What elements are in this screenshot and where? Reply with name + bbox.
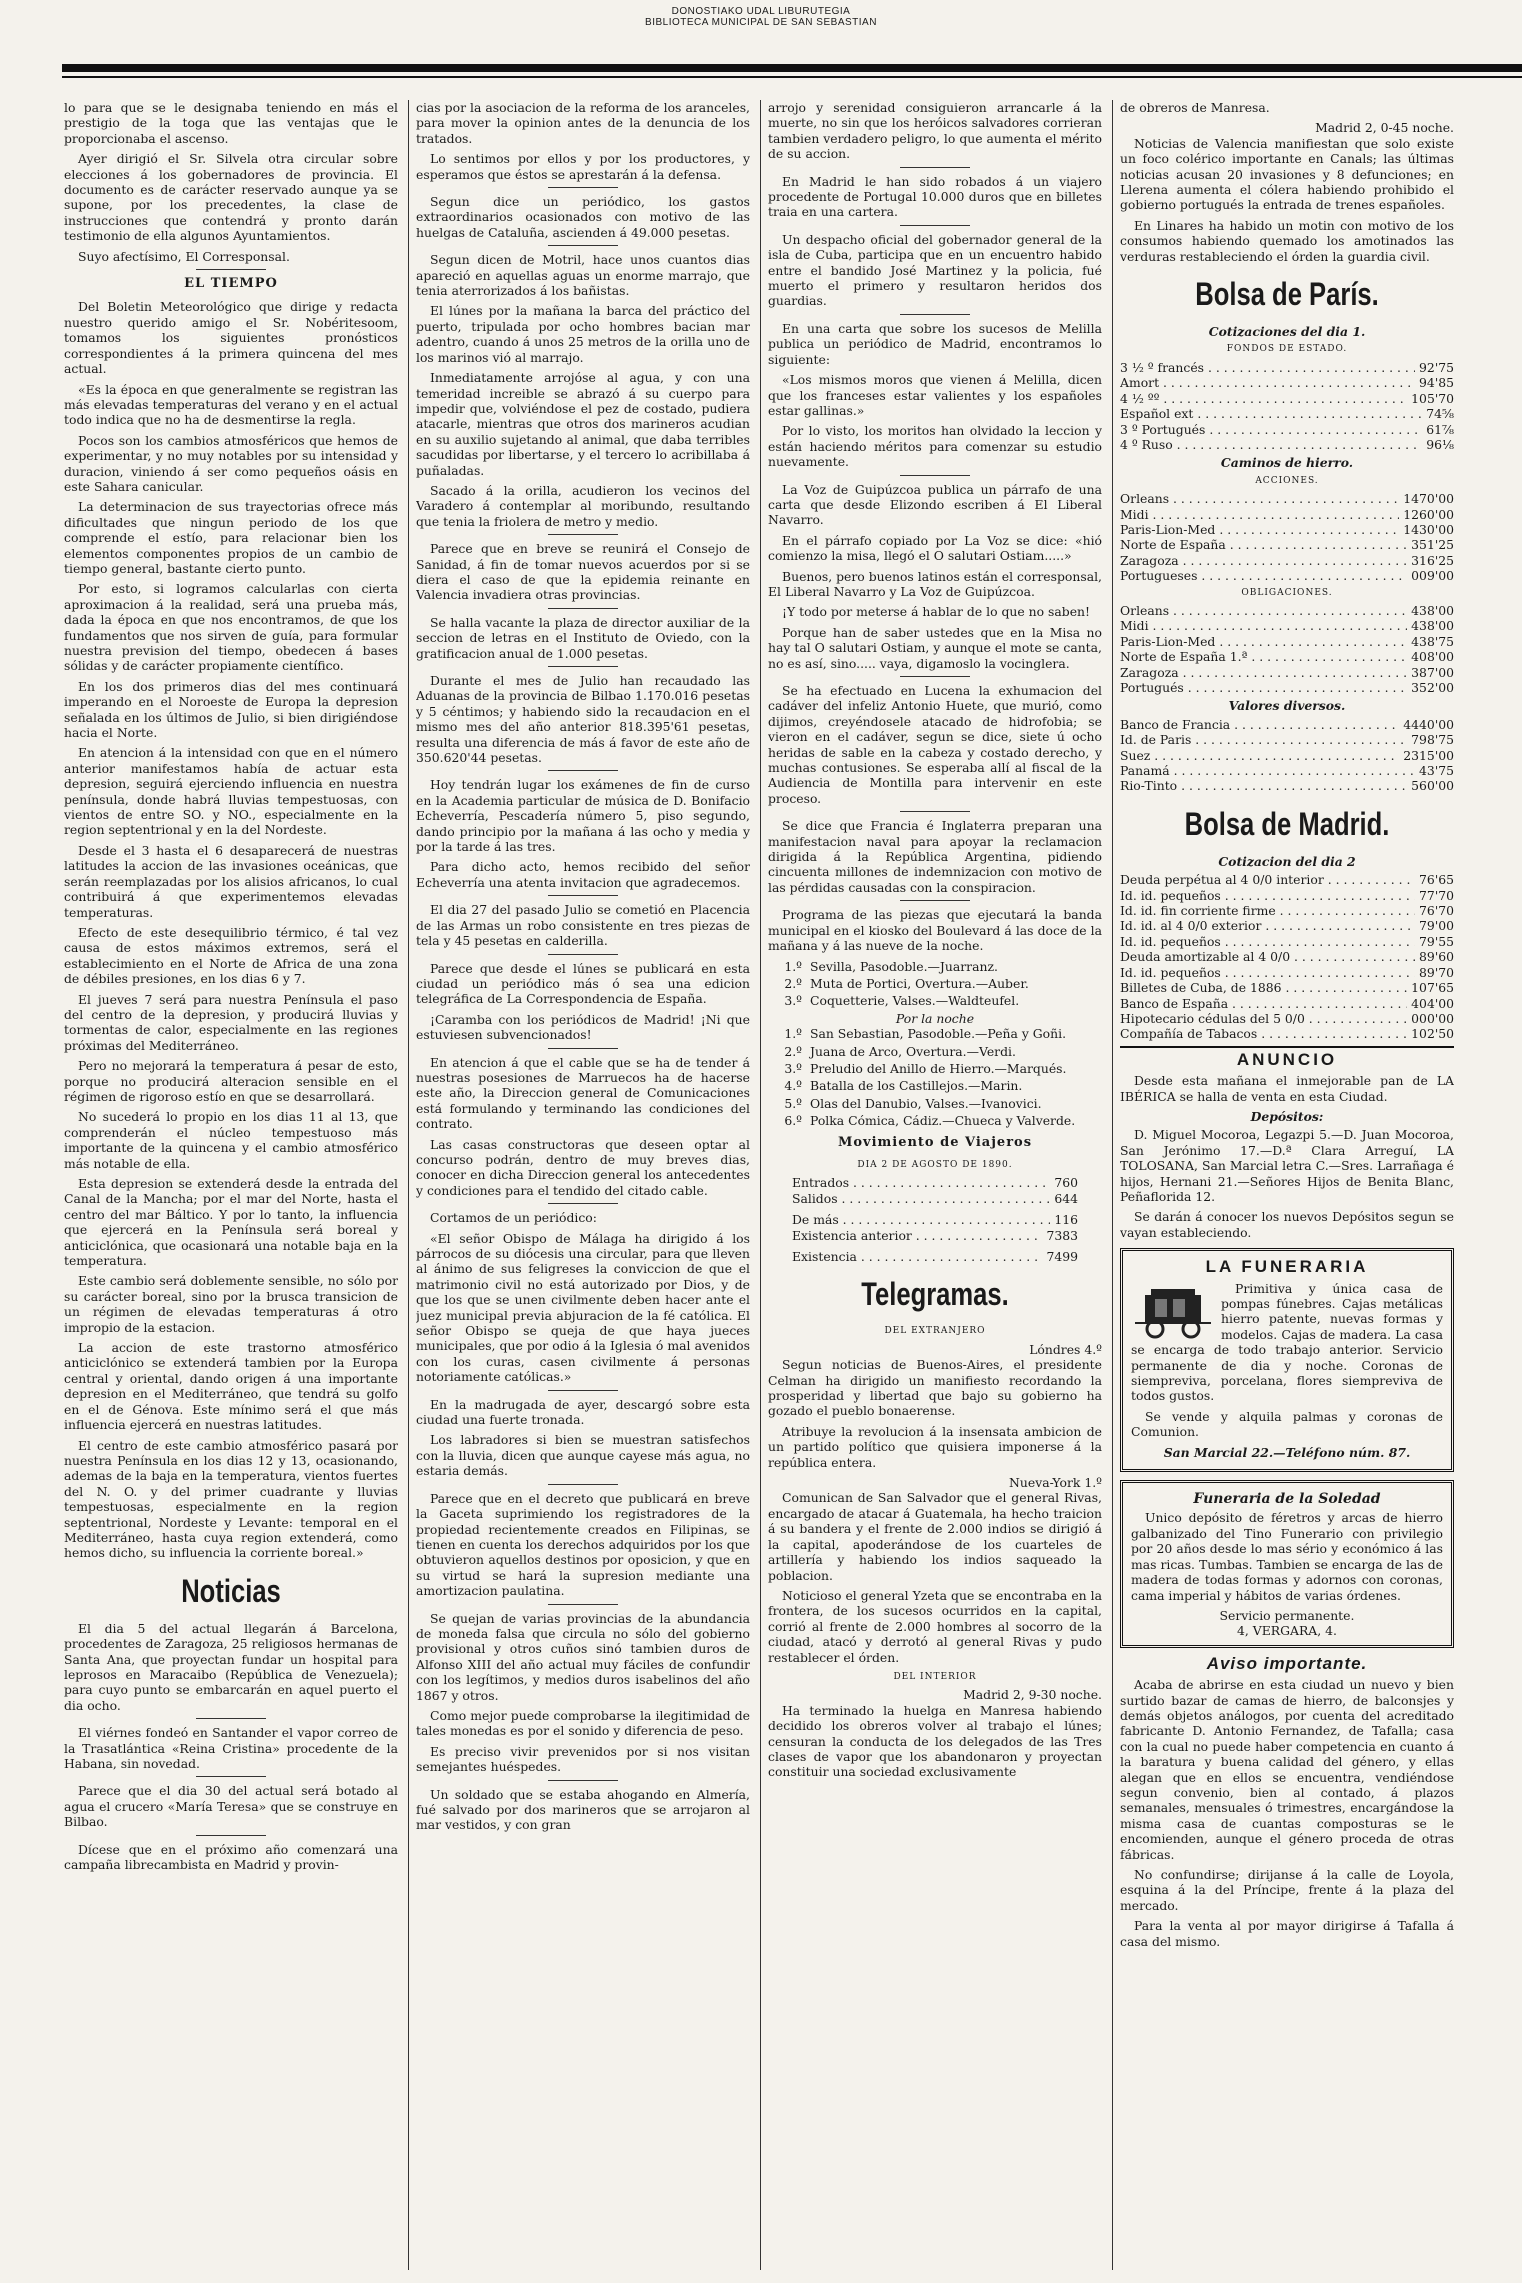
table-row: 4 ½ ºº . . . 105'70 (1120, 391, 1454, 406)
separator (900, 225, 970, 226)
obligaciones-heading: OBLIGACIONES. (1241, 587, 1333, 598)
table-row: Orleans . . . 1470'00 (1120, 491, 1454, 506)
program-item: 1.º Sevilla, Pasodoble.—Juarranz. (784, 958, 998, 974)
table-row: Paris-Lion-Med . . . 1430'00 (1120, 522, 1454, 537)
hearse-icon (1131, 1281, 1215, 1339)
viajeros-date: DIA 2 DE AGOSTO DE 1890. (857, 1159, 1013, 1170)
paragraph: Lo sentimos por ellos y por los productores, y esperamos que éstos se aprestarán á la defensa. (416, 151, 750, 182)
program-item: 4.º Batalla de los Castillejos.—Marin. (784, 1078, 1023, 1094)
paragraph: D. Miguel Mocoroa, Legazpi 5.—D. Juan Mocoroa, San Jerónimo 17.—D.ª Clara Arreguí, LA TOLOSANA, San Marcial letra C.—Sres. Larrañaga é hijos, Hernani 21.—Señores Hijos de Benita Blanc, Peñaflorida 12. (1120, 1127, 1454, 1204)
funeraria-ad (1120, 1248, 1454, 1472)
separator (548, 187, 618, 188)
table-row: Id. id. pequeños . . . 79'55 (1120, 934, 1454, 949)
paragraph: Se darán á conocer los nuevos Depósitos segun se vayan estableciendo. (1120, 1209, 1454, 1240)
separator (548, 1203, 618, 1204)
paragraph: de obreros de Manresa. (1120, 100, 1270, 115)
paragraph: Cortamos de un periódico: (430, 1210, 597, 1226)
table-row: Id. id. pequeños . . . 77'70 (1120, 888, 1454, 903)
anuncio-ad (1120, 1046, 1454, 1240)
header-line-2: BIBLIOTECA MUNICIPAL DE SAN SEBASTIAN (645, 17, 877, 28)
funeraria-title: LA FUNERARIA (1205, 1257, 1369, 1277)
separator (196, 269, 266, 270)
program-item: 3.º Preludio del Anillo de Hierro.—Marqués. (784, 1060, 1067, 1076)
paragraph: La determinacion de sus trayectorias ofrece más dificultades que ningun periodo de los que comprende el estío, para relacionar bien los elementos componentes propios de un cambio de tiempo general, bastante cierto punto. (64, 499, 398, 576)
signature: Suyo afectísimo, El Corresponsal. (78, 248, 290, 264)
paragraph: arrojo y serenidad consiguieron arrancarle á la muerte, no sin que los heróicos salvadores corrieran tambien verdadero peligro, lo que aumenta el mérito de su accion. (768, 100, 1102, 162)
paragraph: El jueves 7 será para nuestra Península el paso del centro de la depresion, y producirá lluvias y tormentas de calor, especialmente en las regiones próximas del Mediterráneo. (64, 991, 398, 1053)
separator (548, 770, 618, 771)
masthead-rule-thick (62, 64, 1522, 72)
table-row: Paris-Lion-Med . . . 438'75 (1120, 634, 1454, 649)
paragraph: Buenos, pero buenos latinos están el corresponsal, El Liberal Navarro y La Voz de Guipúzcoa. (768, 568, 1102, 599)
paragraph: Esta depresion se extenderá desde la entrada del Canal de la Mancha; por el mar del Norte, hasta el centro del mar Báltico. Y por lo tanto, la influencia que ejercerá en la Península será boreal y anticiclónica, que ocasionará una notable baja en la temperatura. (64, 1176, 398, 1269)
page-header (0, 6, 1522, 28)
table-row: Midi . . . 438'00 (1120, 618, 1454, 633)
separator (196, 1718, 266, 1719)
column-3 (768, 100, 1102, 2270)
table-row: Midi . . . 1260'00 (1120, 507, 1454, 522)
paragraph: «Es la época en que generalmente se registran las más elevadas temperaturas del verano y en el actual todo indica que no ha de desmentirse la regla. (64, 381, 398, 428)
madrid-table (1120, 872, 1454, 1041)
paragraph: Hoy tendrán lugar los exámenes de fin de curso en la Academia particular de música de D. Bonifacio Echeverría, Pescadería número 5, piso segundo, dando principio por la mañana á las ocho y media y por la tarde á las tres. (416, 777, 750, 855)
acciones-table (1120, 491, 1454, 583)
table-row: Rio-Tinto . . . 560'00 (1120, 778, 1454, 793)
paragraph: Noticioso el general Yzeta que se encontraba en la frontera, de los sucesos ocurridos en la capital, corrió al frente de 2.000 hombres al socorro de la ciudad, atacó y derrotó al general Rivas y pudo restablecer el órden. (768, 1587, 1102, 1665)
table-row: Norte de España . . . 351'25 (1120, 537, 1454, 552)
table-row: Banco de España . . . 404'00 (1120, 996, 1454, 1011)
separator (548, 608, 618, 609)
paragraph: Este cambio será doblemente sensible, no sólo por su carácter boreal, sino por la brusca transicion de un régimen de elevadas temperaturas á otro impropio de la estacion. (64, 1273, 398, 1335)
table-row: De más . . . 116 (792, 1212, 1078, 1227)
caminos-heading: Caminos de hierro. (1220, 455, 1354, 471)
paragraph: El centro de este cambio atmosférico pasará por nuestra Península en los dias 12 y 13, ocasionando, ademas de la baja en la temperatura, vientos fuertes del N. O. y del primer cuadrante y lluvias tempestuosas, especialmente en la region septentrional, Nordeste y Levante: temporal en el Mediterráneo, hasta cuya region extenderá, como hemos dicho, su influencia la corriente boreal.» (64, 1437, 398, 1561)
program-item: 1.º San Sebastian, Pasodoble.—Peña y Goñi. (784, 1026, 1067, 1042)
paragraph: Durante el mes de Julio han recaudado las Aduanas de la provincia de Bilbao 1.170.016 pesetas y 5 céntimos; y habiendo sido la recaudacion en el mismo mes del año anterior 818.395'61 pesetas, resulta una diferencia de más á favor de este año de 350.620'44 pesetas. (416, 673, 750, 766)
table-row: Zaragoza . . . 316'25 (1120, 553, 1454, 568)
fondos-heading: FONDOS DE ESTADO. (1226, 344, 1348, 355)
table-row: Entrados . . . 760 (792, 1175, 1078, 1190)
separator (196, 1776, 266, 1777)
paragraph: Porque han de saber ustedes que en la Misa no hay tal O salutari Ostiam, y aunque el mote se canta, no es así, sino..... vaya, digamoslo la vocinglera. (768, 624, 1102, 671)
program-night-heading: Por la noche (895, 1010, 975, 1026)
paragraph: Parece que en breve se reunirá el Consejo de Sanidad, á fin de tomar nuevos acuerdos por si se diera el caso de que la epidemia reinante en Valencia invadiera otras provincias. (416, 541, 750, 603)
paragraph: «Los mismos moros que vienen á Melilla, dicen que los franceses estar valientes y los españoles estar gallinas.» (768, 372, 1102, 418)
paragraph: Pero no mejorará la temperatura á pesar de esto, porque no producirá alteracion sensible en el régimen de rigoroso estío en que se desarrollará. (64, 1058, 398, 1104)
paragraph: La Voz de Guipúzcoa publica un párrafo de una carta que desde Elizondo escriben á El Liberal Navarro. (768, 481, 1102, 528)
separator (548, 1048, 618, 1049)
dateline: Madrid 2, 0-45 noche. (1315, 120, 1454, 136)
program-item: 2.º Juana de Arco, Overtura.—Verdi. (784, 1043, 1016, 1059)
separator (900, 676, 970, 677)
header-line-1: DONOSTIAKO UDAL LIBURUTEGIA (671, 6, 851, 17)
paragraph: Se halla vacante la plaza de director auxiliar de la seccion de letras en el Instituto de Oviedo, con la gratificacion anual de 1.000 pesetas. (416, 614, 750, 661)
separator (548, 1604, 618, 1605)
paragraph: Parece que desde el lúnes se publicará en esta ciudad un periódico más ó sea una edicion telegráfica de La Correspondencia de España. (416, 960, 750, 1007)
paragraph: Noticias de Valencia manifiestan que solo existe un foco colérico importante en Canals; las últimas noticias acusan 20 invasiones y 8 defunciones; en Llerena aumenta el cólera habiendo prohibido el gobierno portugués la entrada de trenes españoles. (1120, 135, 1454, 213)
table-row: Norte de España 1.ª . . . 408'00 (1120, 649, 1454, 664)
paragraph: Segun dicen de Motril, hace unos cuantos dias apareció en aquellas aguas un enorme marrajo, que tenia aterrorizados á los bañistas. (416, 252, 750, 299)
paragraph: Desde esta mañana el inmejorable pan de LA IBÉRICA se halla de venta en esta Ciudad. (1120, 1073, 1454, 1104)
dateline: Madrid 2, 9-30 noche. (963, 1687, 1102, 1703)
separator (548, 1390, 618, 1391)
table-row: Deuda amortizable al 4 0/0 . . . 89'60 (1120, 949, 1454, 964)
table-row: Banco de Francia . . . 4440'00 (1120, 717, 1454, 732)
program-item: 2.º Muta de Portici, Overtura.—Auber. (784, 975, 1029, 991)
paragraph: Inmediatamente arrojóse al agua, y con una temeridad increible se abrazó á su cuerpo para impedir que, volviéndose el pez de costado, pudiera atacarle, mientras que otros dos marineros acudian en su auxilio sujetando al animal, que daba terribles sacudidas por libertarse, y el tercero lo acribillaba á puñaladas. (416, 370, 750, 478)
paragraph: No sucederá lo propio en los dias 11 al 13, que comprenderán el núcleo tempestuoso más importante de la quincena y el cambio atmosférico más notable de ella. (64, 1109, 398, 1171)
subheading-extranjero: DEL EXTRANJERO (884, 1326, 986, 1337)
paragraph: Para dicho acto, hemos recibido del señor Echeverría una atenta invitacion que agradecemos. (416, 859, 750, 890)
acciones-heading: ACCIONES. (1255, 475, 1319, 486)
paragraph: Primitiva y única casa de pompas fúnebres. Cajas metálicas hierro patente, nuevas formas y modelos. Cajas de madera. La casa se encarga de todo trabajo anterior. Servicio permanente de dia y noche. Coronas de siempreviva, porcelana, flores siempreviva de todos gustos. (1131, 1280, 1443, 1404)
paragraph: En una carta que sobre los sucesos de Melilla publica un periódico de Madrid, encontramos lo siguiente: (768, 320, 1102, 367)
column-4 (1120, 100, 1454, 2270)
separator (196, 1835, 266, 1836)
paragraph: Ayer dirigió el Sr. Silvela otra circular sobre elecciones á los gobernadores de provincia. El documento es de carácter reservado aunque ya se supone, por los precedentes, la clase de instrucciones que contendrá y pronto darán testimonio de ella algunos Ayuntamientos. (64, 151, 398, 244)
paragraph: Desde el 3 hasta el 6 desaparecerá de nuestras latitudes la accion de las invasiones oceánicas, que serán reemplazadas por los alisios africanos, lo cual contribuirá á que experimentemos elevadas temperaturas. (64, 842, 398, 920)
section-title-viajeros: Movimiento de Viajeros (837, 1134, 1033, 1150)
program-item: 6.º Polka Cómica, Cádiz.—Chueca y Valverde. (784, 1113, 1076, 1129)
paragraph: El dia 5 del actual llegarán á Barcelona, procedentes de Zaragoza, 25 religiosos hermanas de Santa Ana, que proyectan fundar un hospital para leprosos en Maracaibo (República de Venezuela); para cuyo punto se embarcarán en aquel puerto el dia ocho. (64, 1620, 398, 1713)
table-row: Portugués . . . 352'00 (1120, 680, 1454, 695)
table-row: Billetes de Cuba, de 1886 . . . 107'65 (1120, 980, 1454, 995)
program-day (768, 959, 1102, 1009)
table-row: Amort . . . 94'85 (1120, 375, 1454, 390)
paragraph: ¡Y todo por meterse á hablar de lo que no saben! (782, 604, 1090, 620)
section-title-telegramas: Telegramas. (861, 1276, 1009, 1313)
paragraph: «El señor Obispo de Málaga ha dirigido á los párrocos de su diócesis una circular, para que lleven al ánimo de sus feligreses la conviccion de que el matrimonio civil no está autorizado por Dios, y de que los que se unen civilmente deben hacer ante el juez municipal previa abjuracion de la fé católica. El señor Obispo se queja de que haya jueces municipales, que por odio á la Iglesia ó mal avenidos con los curas, casen civilmente á personas notoriamente católicas.» (416, 1230, 750, 1385)
separator (900, 811, 970, 812)
depositos-heading: Depósitos: (1250, 1108, 1324, 1124)
separator (548, 1780, 618, 1781)
paragraph: Un despacho oficial del gobernador general de la isla de Cuba, participa que en un encuentro habido entre el bandido José Martinez y la policia, fué muerto el primero y resultaron heridos dos guardias. (768, 231, 1102, 309)
paragraph: Pocos son los cambios atmosféricos que hemos de experimentar, y no muy notables por su intensidad y duracion, viniendo á ser como pequeños oásis en este Sahara canicular. (64, 432, 398, 494)
paragraph: Unico depósito de féretros y arcas de hierro galbanizado del Tino Funerario con privilegio por 20 años desde lo mas sério y económico á las mas ricas. Tumbas. Tambien se encarga de las de madera de todas formas y adornos con coronas, cama imperial y hábitos de varias órdenes. (1131, 1510, 1443, 1603)
paragraph: Parece que en el decreto que publicará en breve la Gaceta suprimiendo los registradores de la propiedad recientemente creados en Filipinas, se tienen en cuenta los derechos adquiridos por los que obtuvieron aquellos destinos por oposicion, y que en su virtud se hará la supresion mediante una amortizacion paulatina. (416, 1490, 750, 1599)
paragraph: Por lo visto, los moritos han olvidado la leccion y están haciendo méritos para comenzar su estudio nuevamente. (768, 423, 1102, 470)
paragraph: Se ha efectuado en Lucena la exhumacion del cadáver del infeliz Antonio Huete, que murió, como dijimos, creyéndosele atacado de hidrofobia; se vieron en el cadáver, segun se dice, siete ú ocho heridas de sable en la cabeza y costado derecho, y muchas contusiones. Se esperaba allí al fiscal de la Audiencia de Montilla para intervenir en este proceso. (768, 683, 1102, 806)
separator (900, 314, 970, 315)
separator (548, 895, 618, 896)
section-title-el-tiempo: EL TIEMPO (184, 276, 278, 292)
valores-heading: Valores diversos. (1228, 698, 1346, 714)
table-row: Hipotecario cédulas del 5 0/0 . . . 000'00 (1120, 1011, 1454, 1026)
paragraph: Se dice que Francia é Inglaterra preparan una manifestacion naval para apoyar la reclamacion dirigida á la República Argentina, pidiendo cincuenta millones de indemnizacion con motivo de las pérdidas causadas con la conspiracion. (768, 818, 1102, 895)
column-1 (64, 100, 398, 2270)
table-row: Id. id. pequeños . . . 89'70 (1120, 965, 1454, 980)
subheading-interior: DEL INTERIOR (893, 1671, 977, 1682)
table-row: Id. de Paris . . . 798'75 (1120, 732, 1454, 747)
table-row: Orleans . . . 438'00 (1120, 603, 1454, 618)
paragraph: En Linares ha habido un motin con motivo de los consumos habiendo quemado los amotinados las verduras restableciendo el órden la guardia civil. (1120, 217, 1454, 264)
table-row: Español ext . . . 74⅝ (1120, 406, 1454, 421)
paragraph: En atencion á que el cable que se ha de tender á nuestras posesiones de Marruecos ha de hacerse este año, la Direccion general de Comunicaciones está formulando y terminando las condiciones del contrato. (416, 1054, 750, 1132)
paragraph: La accion de este trastorno atmosférico anticiclónico se extenderá tambien por la Europa central y oriental, dando origen á una importante depresion en el Mediterráneo, que tendrá su golfo en el de Génova. Este mínimo será el que más influencia ejercerá en nuestras latitudes. (64, 1340, 398, 1433)
table-row: Zaragoza . . . 387'00 (1120, 665, 1454, 680)
paragraph: Programa de las piezas que ejecutará la banda municipal en el kiosko del Boulevard á las doce de la mañana y á las nueve de la noche. (768, 907, 1102, 954)
aviso-title: Aviso importante. (1206, 1653, 1368, 1673)
dateline: Nueva-York 1.º (1009, 1475, 1102, 1491)
table-row: Id. id. al 4 0/0 exterior . . . 79'00 (1120, 918, 1454, 933)
paragraph: El lúnes por la mañana la barca del práctico del puerto, tripulada por ocho hombres bacian mar adentro, cuando á unos 25 metros de la orilla uno de los marinos vió al marrajo. (416, 303, 750, 365)
column-divider (760, 100, 761, 2270)
paragraph: En los dos primeros dias del mes continuará imperando en el Noroeste de Europa la depresion señalada en los últimos de Julio, si bien dirigiéndose hacia el Norte. (64, 678, 398, 741)
paragraph: Un soldado que se estaba ahogando en Almería, fué salvado por dos marineros que se arrojaron al mar vestidos, y con gran (416, 1786, 750, 1833)
paragraph: Las casas constructoras que deseen optar al concurso podrán, dentro de muy breves dias, conocer en dicha Direccion general los antecedentes y condiciones para el tendido del citado cable. (416, 1136, 750, 1198)
separator (548, 954, 618, 955)
paragraph: No confundirse; dirijanse á la calle de Loyola, esquina á la del Príncipe, frente á la plaza del mercado. (1120, 1867, 1454, 1913)
separator (548, 534, 618, 535)
separator (548, 245, 618, 246)
masthead-rule-thin (62, 76, 1522, 78)
table-row: Deuda perpétua al 4 0/0 interior . . . 76'65 (1120, 872, 1454, 887)
table-row: Panamá . . . 43'75 (1120, 763, 1454, 778)
paragraph: Se quejan de varias provincias de la abundancia de moneda falsa que circula no sólo del gobierno provisional y otros cuños sinó tambien duros de Alfonso XIII del año actual muy fáciles de confundir con los legítimos, y medios duros isabelinos del año 1867 y otros. (416, 1610, 750, 1703)
paragraph: En atencion á la intensidad con que en el número anterior manifestamos había de actuar esta depresion, seguirá ejerciendo influencia en nuestra península, donde habrá lluvias tempestuosas, con vientos de entre SO. y NO., especialmente en la region septentrional y en la del Nordeste. (64, 745, 398, 838)
column-divider (408, 100, 409, 2270)
dateline: Lóndres 4.º (1029, 1341, 1102, 1357)
paragraph: Efecto de este desequilibrio térmico, é tal vez causa de estos máximos extremos, será el establecimiento en el Norte de Africa de una zona de débiles presiones, en los dias 6 y 7. (64, 924, 398, 987)
paragraph: ¡Caramba con los periódicos de Madrid! ¡Ni que estuviesen subvencionados! (416, 1011, 750, 1043)
paragraph: En la madrugada de ayer, descargó sobre esta ciudad una fuerte tronada. (416, 1396, 750, 1428)
table-row: Id. id. fin corriente firme . . . 76'70 (1120, 903, 1454, 918)
separator (900, 475, 970, 476)
paragraph: Segun noticias de Buenos-Aires, el presidente Celman ha dirigido un manifiesto recordando la prosperidad y libertad que bajo su gobierno ha gozado el pueblo bonaerense. (768, 1357, 1102, 1419)
valores-table (1120, 717, 1454, 794)
paragraph: cias por la asociacion de la reforma de los aranceles, para mover la opinion antes de la denuncia de los tratados. (416, 100, 750, 146)
table-row: Suez . . . 2315'00 (1120, 748, 1454, 763)
soledad-service: Servicio permanente. (1219, 1607, 1355, 1623)
paragraph: Atribuye la revolucion á la insensata ambicion de un partido político que quisiera imponerse á la república entera. (768, 1423, 1102, 1470)
table-row: 3 ½ º francés . . . 92'75 (1120, 360, 1454, 375)
table-row: Portugueses . . . 009'00 (1120, 568, 1454, 583)
funeraria-address: San Marcial 22.—Teléfono núm. 87. (1163, 1444, 1411, 1460)
paragraph: El dia 27 del pasado Julio se cometió en Placencia de las Armas un robo consistente en tres piezas de tela y 45 pesetas en calderilla. (416, 902, 750, 949)
madrid-cotizacion: Cotizacion del dia 2 (1218, 853, 1356, 869)
section-title-bolsa-madrid: Bolsa de Madrid. (1184, 805, 1390, 842)
table-row: Existencia anterior . . . 7383 (792, 1228, 1078, 1243)
paris-cotizaciones: Cotizaciones del dia 1. (1208, 324, 1366, 340)
paragraph: Los labradores si bien se muestran satisfechos con la lluvia, dicen que aunque cayese más agua, no estaria demás. (416, 1432, 750, 1479)
paragraph: En el párrafo copiado por La Voz se dice: «hió comienzo la misa, llegó el O salutari Ostiam.....» (768, 532, 1102, 564)
table-row: 4 º Ruso . . . 96⅛ (1120, 437, 1454, 452)
paragraph: Sacado á la orilla, acudieron los vecinos del Varadero á contemplar al moribundo, resultando que tenia la friolera de metro y medio. (416, 482, 750, 529)
program-item: 3.º Coquetterie, Valses.—Waldteufel. (784, 993, 1020, 1009)
paragraph: Del Boletin Meteorológico que dirige y redacta nuestro querido amigo el Sr. Nobéritesoom, tomamos los siguientes pronósticos correspondientes á la primera quincena del mes actual. (64, 299, 398, 377)
paragraph: Para la venta al por mayor dirigirse á Tafalla á casa del mismo. (1120, 1918, 1454, 1949)
table-row: Existencia . . . 7499 (792, 1249, 1078, 1264)
paragraph: En Madrid le han sido robados á un viajero procedente de Portugal 10.000 duros que en billetes traia en una cartera. (768, 173, 1102, 220)
table-row: Compañía de Tabacos . . . 102'50 (1120, 1026, 1454, 1041)
separator (548, 1484, 618, 1485)
paragraph: lo para que se le designaba teniendo en más el prestigio de la toga que las ventajas que le proporcionaba el ascenso. (64, 100, 398, 146)
obligaciones-table (1120, 603, 1454, 695)
paragraph: Comunican de San Salvador que el general Rivas, encargado de atacar á Guatemala, ha hecho traicion á su bandera y el frente de 2.000 indios se dirigió á la capital, apoderándose de los cuarteles de artillería y habiendo los indios saqueado la poblacion. (768, 1490, 1102, 1583)
soledad-title: Funeraria de la Soledad (1193, 1491, 1381, 1508)
section-title-bolsa-paris: Bolsa de París. (1195, 276, 1379, 313)
soledad-address: 4, VERGARA, 4. (1237, 1623, 1337, 1639)
section-title-noticias: Noticias (181, 1572, 281, 1609)
separator (900, 167, 970, 168)
paragraph: Por esto, si logramos calcularlas con cierta aproximacion á la realidad, será una prueba más, dada la época en que nos encontramos, de que los fundamentos que nos sirven de guía, para formular nuestra prevision del tiempo, obedecen á bases sólidas y de carácter propiamente científico. (64, 581, 398, 674)
paragraph: Se vende y alquila palmas y coronas de Comunion. (1131, 1408, 1443, 1440)
program-night (768, 1026, 1102, 1128)
column-2 (416, 100, 750, 2270)
table-row: 3 º Portugués . . . 61⅞ (1120, 422, 1454, 437)
column-divider (1112, 100, 1113, 2270)
paragraph: Ha terminado la huelga en Manresa habiendo decidido los obreros volver al trabajo el lúnes; censuran la conducta de los delegados de las Tres clases de vapor que los abandonaron y proyectan constituir una sociedad exclusivamente (768, 1702, 1102, 1780)
paragraph: Como mejor puede comprobarse la ilegitimidad de tales monedas es por el sonido y diferencia de peso. (416, 1707, 750, 1739)
paragraph: Acaba de abrirse en esta ciudad un nuevo y bien surtido bazar de camas de hierro, de balconsjes y demás objetos análogos, por cuenta del acreditado fabricante D. Antonio Fernandez, de Tafalla; casa con la cual no puede haber competencia en cuanto á la baratura y buena calidad del género, y ellas alegan que en ellos se encuentra, vendiéndose segun convenio, bien al contado, á plazos semanales, mensuales ó trimestres, encargándose la misma casa de cuantas composturas se le encomienden, aunque el género proceda de otras fábricas. (1120, 1677, 1454, 1862)
soledad-ad (1120, 1480, 1454, 1648)
paragraph: El viérnes fondeó en Santander el vapor correo de la Trasatlántica «Reina Cristina» procedente de la Habana, sin novedad. (64, 1725, 398, 1771)
fondos-table (1120, 360, 1454, 452)
separator (548, 666, 618, 667)
viajeros-table (768, 1175, 1102, 1264)
paragraph: Segun dice un periódico, los gastos extraordinarios ocasionados con motivo de las huelgas de Cataluña, ascienden á 49.000 pesetas. (416, 194, 750, 240)
paragraph: Dícese que en el próximo año comenzará una campaña librecambista en Madrid y provin- (64, 1841, 398, 1873)
separator (900, 900, 970, 901)
aviso-ad (1120, 1653, 1454, 1949)
paragraph: Parece que el dia 30 del actual será botado al agua el crucero «María Teresa» que se construye en Bilbao. (64, 1783, 398, 1830)
paragraph: Es preciso vivir prevenidos por si nos visitan semejantes huéspedes. (416, 1743, 750, 1775)
table-row: Salidos . . . 644 (792, 1191, 1078, 1206)
anuncio-title: ANUNCIO (1236, 1049, 1338, 1069)
program-item: 5.º Olas del Danubio, Valses.—Ivanovici. (784, 1095, 1042, 1111)
